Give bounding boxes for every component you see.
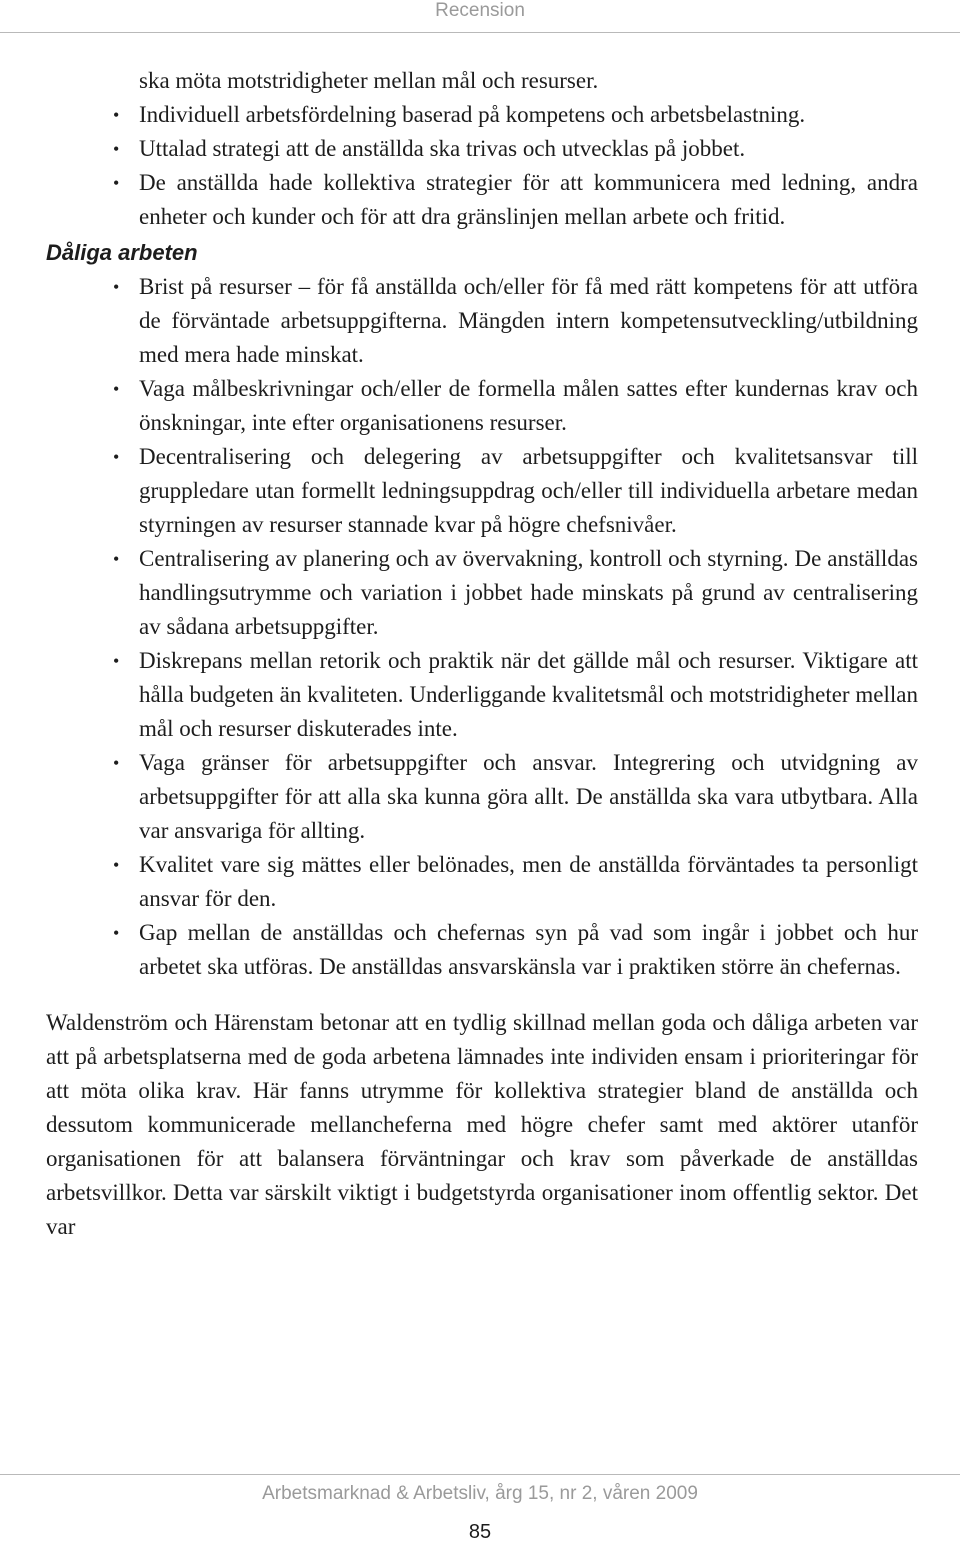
bad-jobs-list xyxy=(46,270,918,984)
list-item-text: Uttalad strategi att de anställda ska trivas och utvecklas på jobbet. xyxy=(139,136,746,161)
page-number: 85 xyxy=(468,1521,492,1543)
bullet-icon: • xyxy=(113,277,120,297)
bullet-icon: • xyxy=(113,549,120,569)
footer-divider xyxy=(0,1474,960,1475)
list-item xyxy=(46,848,918,916)
list-item xyxy=(46,166,918,234)
list-item xyxy=(46,98,918,132)
body-paragraph: Waldenström och Härenstam betonar att en tydlig skillnad mellan goda och dåliga arbeten var att på arbetsplatserna med de goda arbetena lämnades inte individen ensam i prioriteringar för att möta olika krav. Här fanns utrymme för kollektiva strategier bland de anställda och dessutom kommunicerade mellancheferna med högre chefer samt med aktörer utanför organisationen för att balansera förväntningar och krav som påverkade de anställdas arbetsvillkor. Detta var särskilt viktigt i budgetstyrda organisationer inom offentlig sektor. Det var xyxy=(46,1010,918,1239)
bullet-icon: • xyxy=(113,139,120,159)
bullet-icon: • xyxy=(113,105,120,125)
page-content xyxy=(46,64,918,1244)
list-item-text: Centralisering av planering och av övervakning, kontroll och styrning. De anställdas handlingsutrymme och variation i jobbet hade minskats på grund av centralisering av sådana arbetsuppgifter. xyxy=(139,546,918,639)
list-item-text: Diskrepans mellan retorik och praktik när det gällde mål och resurser. Viktigare att hålla budgeten än kvaliteten. Underliggande kvalitetsmål och motstridigheter mellan mål och resurser diskuterades inte. xyxy=(139,648,918,741)
top-list xyxy=(46,64,918,234)
list-item xyxy=(46,270,918,372)
list-item-text: Brist på resurser – för få anställda och/eller för få med rätt kompetens för att utföra de förväntade arbetsuppgifterna. Mängden intern kompetensutveckling/utbildning med mera hade minskat. xyxy=(139,274,918,367)
section-label: Recension xyxy=(435,0,525,21)
bullet-icon: • xyxy=(113,923,120,943)
page-header xyxy=(0,0,960,33)
journal-citation: Arbetsmarknad & Arbetsliv, årg 15, nr 2, våren 2009 xyxy=(262,1483,698,1504)
list-item xyxy=(46,440,918,542)
list-item-text: De anställda hade kollektiva strategier för att kommunicera med ledning, andra enheter och kunder och för att dra gränslinjen mellan arbete och fritid. xyxy=(139,170,918,229)
list-item xyxy=(46,372,918,440)
list-item xyxy=(46,746,918,848)
list-item-text: Gap mellan de anställdas och chefernas syn på vad som ingår i jobbet och hur arbetet ska utföras. De anställdas ansvarskänsla var i praktiken större än chefernas. xyxy=(139,920,918,979)
list-item xyxy=(46,64,918,98)
list-item xyxy=(46,542,918,644)
list-item-text: Vaga gränser för arbetsuppgifter och ansvar. Integrering och utvidgning av arbetsuppgifter för att alla ska kunna göra allt. De anställda ska vara utbytbara. Alla var ansvariga för allting. xyxy=(139,750,918,843)
list-item-text: Vaga målbeskrivningar och/eller de formella målen sattes efter kundernas krav och önskningar, inte efter organisationens resurser. xyxy=(139,376,918,435)
list-item xyxy=(46,644,918,746)
bullet-icon: • xyxy=(113,651,120,671)
list-item xyxy=(46,916,918,984)
bullet-icon: • xyxy=(113,447,120,467)
bullet-icon: • xyxy=(113,753,120,773)
section-heading: Dåliga arbeten xyxy=(46,240,198,265)
list-item-text: Kvalitet vare sig mättes eller belönades, men de anställda förväntades ta personligt ansvar för den. xyxy=(139,852,918,911)
list-item xyxy=(46,132,918,166)
bullet-icon: • xyxy=(113,855,120,875)
list-item-text: ska möta motstridigheter mellan mål och resurser. xyxy=(139,68,599,93)
list-item-text: Individuell arbetsfördelning baserad på kompetens och arbetsbelastning. xyxy=(139,102,806,127)
list-item-text: Decentralisering och delegering av arbetsuppgifter och kvalitetsansvar till gruppledare utan formellt ledningsuppdrag och/eller till individuella arbetare medan styrningen av resurser stannade kvar på högre chefsnivåer. xyxy=(139,444,918,537)
bullet-icon: • xyxy=(113,173,120,193)
bullet-icon: • xyxy=(113,379,120,399)
